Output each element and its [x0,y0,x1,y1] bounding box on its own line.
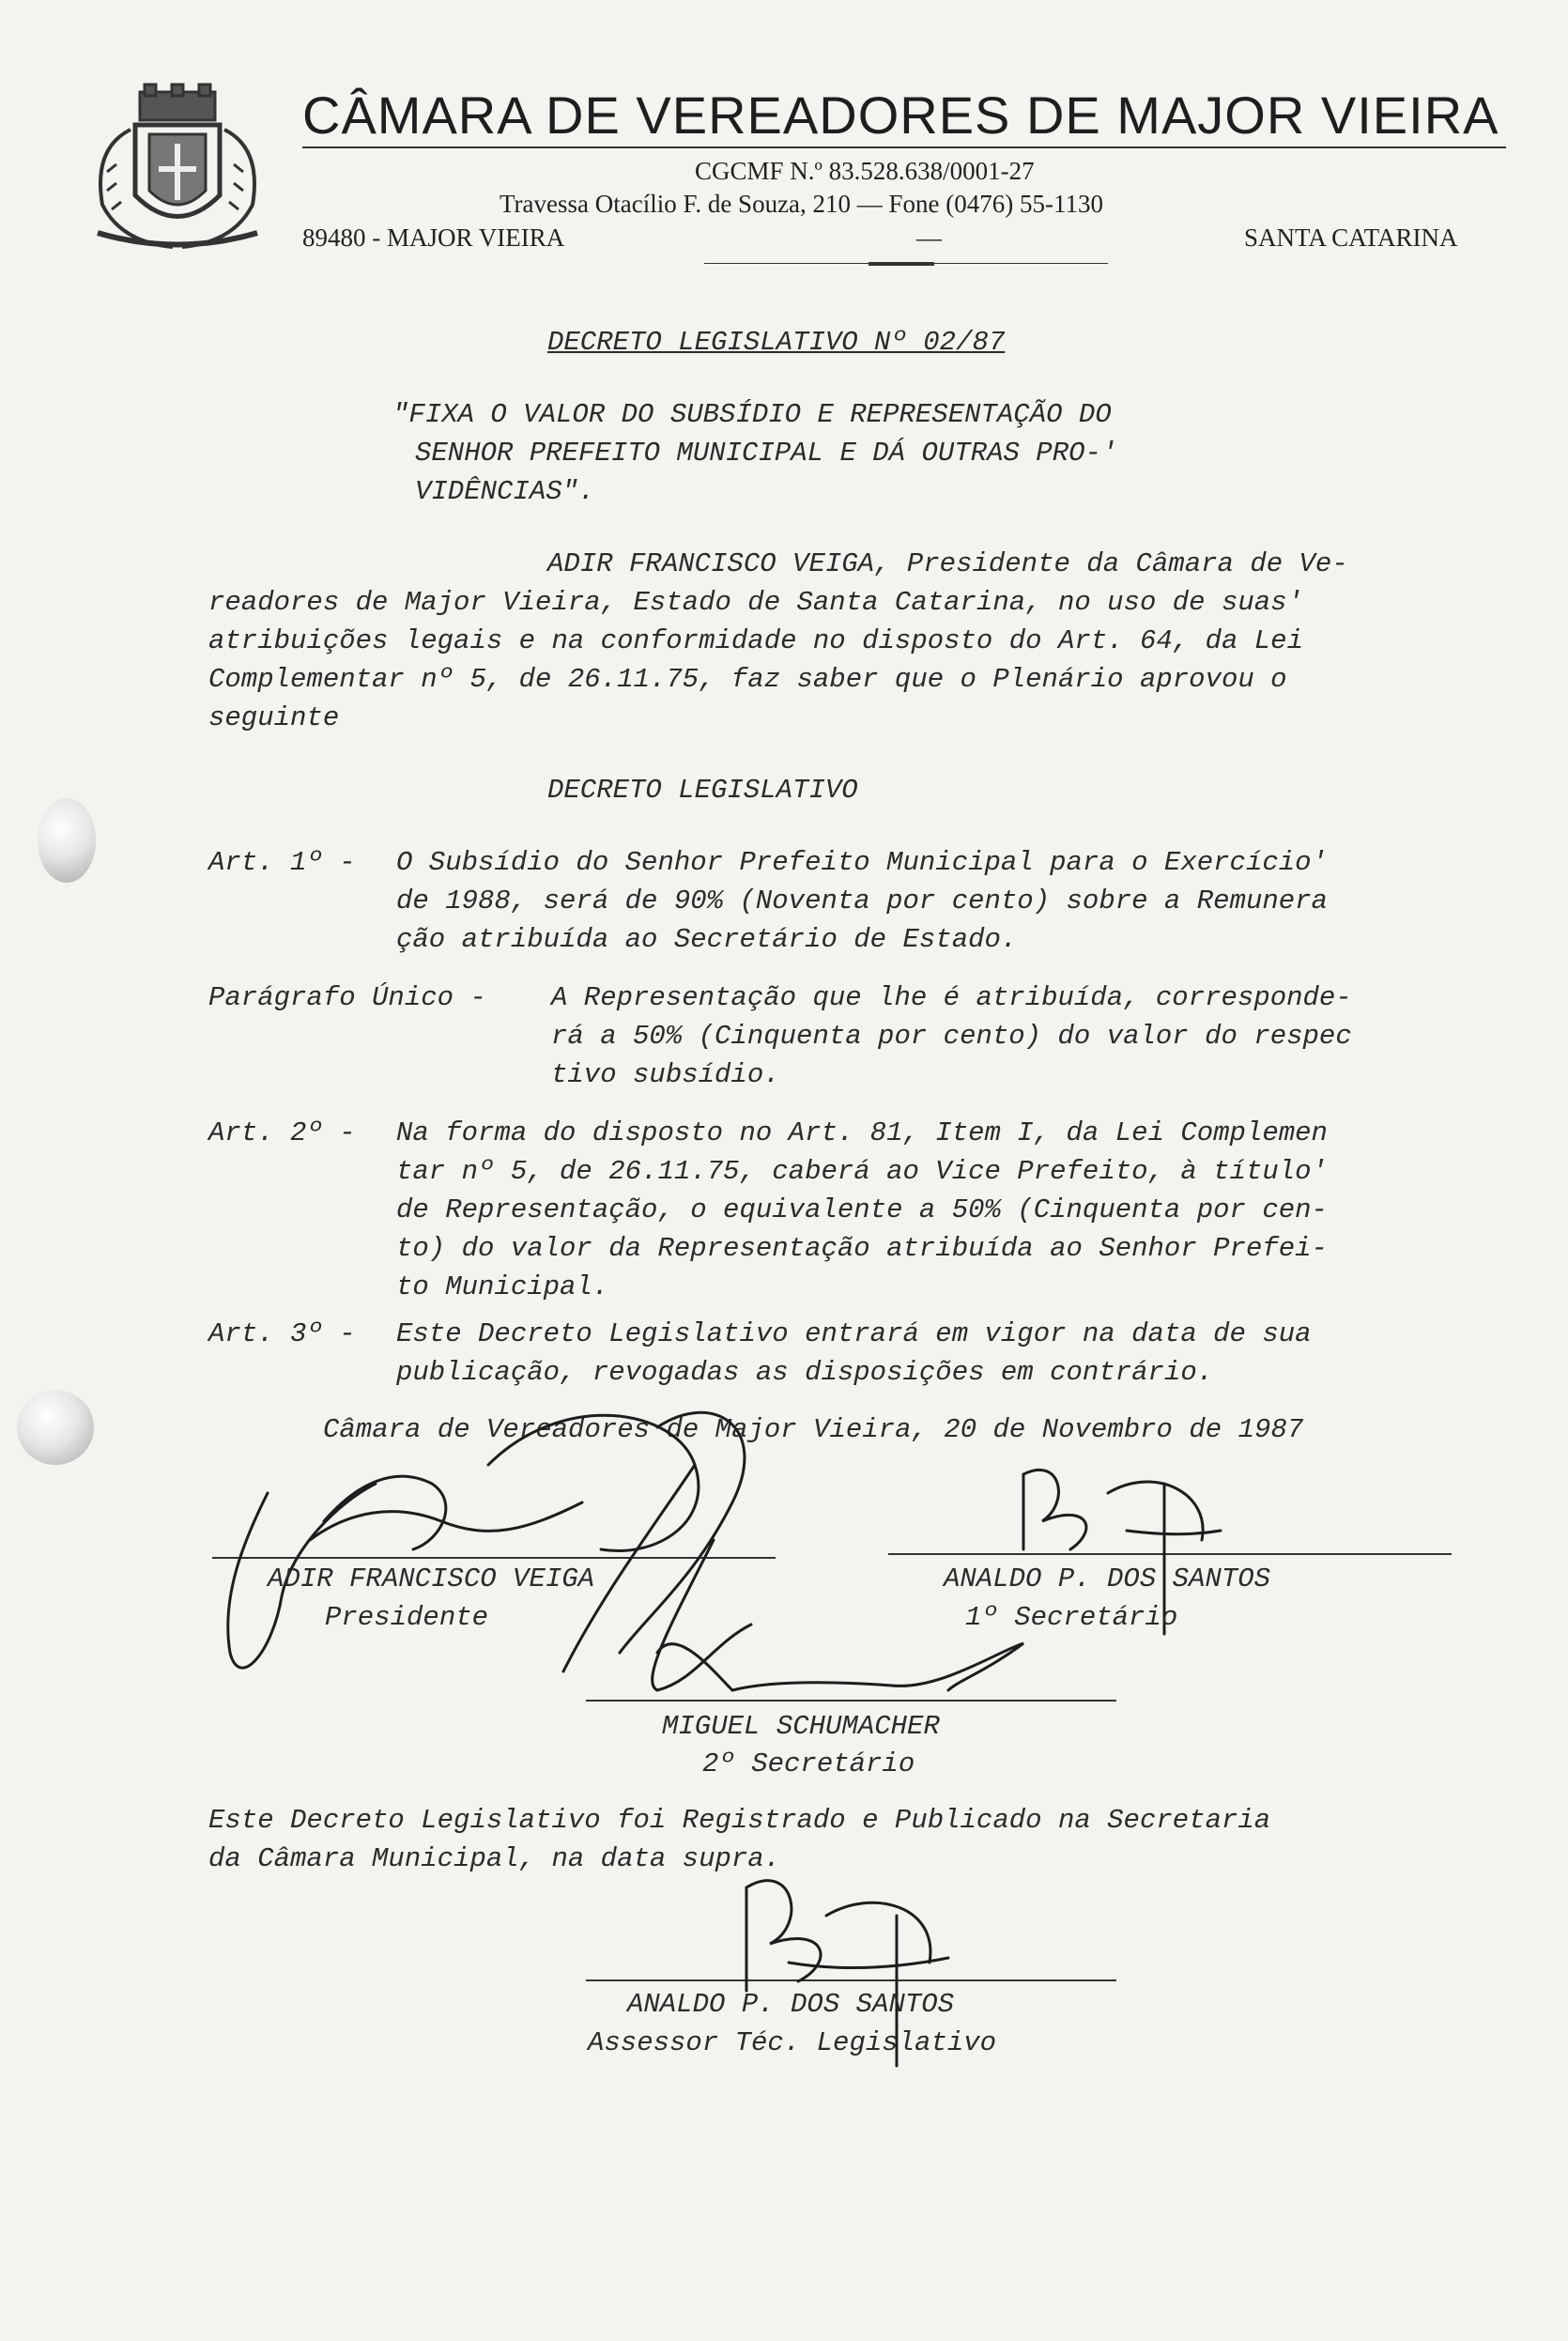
article-2-line: tar nº 5, de 26.11.75, caberá ao Vice Prefeito, à título' [396,1156,1328,1187]
cep-city: 89480 - MAJOR VIEIRA [302,223,565,252]
registration-line-1: Este Decreto Legislativo foi Registrado e Publicado na Secretaria [208,1805,1271,1836]
preamble-line-1: ADIR FRANCISCO VEIGA, Presidente da Câmara de Ve- [547,548,1348,579]
paragraph-line: A Representação que lhe é atribuída, corresponde- [551,982,1352,1013]
assessor-role: Assessor Téc. Legislativo [588,2027,997,2058]
preamble-line-4: Complementar nº 5, de 26.11.75, faz saber que o Plenário aprovou o [208,664,1287,695]
place-date: Câmara de Vereadores de Major Vieira, 20 de Novembro de 1987 [323,1414,1304,1445]
registration-line-2: da Câmara Municipal, na data supra. [208,1843,781,1874]
president-name: ADIR FRANCISCO VEIGA [268,1563,595,1594]
paragraph-line: rá a 50% (Cinquenta por cento) do valor do respec [551,1021,1352,1052]
cgc-number: CGCMF N.º 83.528.638/0001-27 [695,157,1035,185]
article-2-line: to) do valor da Representação atribuída ao Senhor Prefei- [396,1233,1328,1264]
ementa-line-3: VIDÊNCIAS". [415,476,595,507]
address-line: Travessa Otacílio F. de Souza, 210 — Fone (0476) 55-1130 [500,190,1104,218]
first-secretary-role: 1º Secretário [965,1602,1178,1633]
president-role: Presidente [325,1602,489,1633]
preamble-line-2: readores de Major Vieira, Estado de Santa Catarina, no uso de suas' [208,587,1303,618]
ementa-line-1: "FIXA O VALOR DO SUBSÍDIO E REPRESENTAÇÃO DO [392,399,1112,430]
article-1-label: Art. 1º - [208,847,356,878]
second-secretary-name: MIGUEL SCHUMACHER [662,1711,940,1742]
paragraph-line: tivo subsídio. [551,1059,780,1090]
article-1-line: ção atribuída ao Secretário de Estado. [396,924,1018,955]
paragraph-label: Parágrafo Único - [208,982,486,1013]
preamble-line-3: atribuições legais e na conformidade no disposto do Art. 64, da Lei [208,625,1303,656]
institution-name: CÂMARA DE VEREADORES DE MAJOR VIEIRA [302,85,1499,145]
first-secretary-name: ANALDO P. DOS SANTOS [944,1563,1271,1594]
header-dash: — [916,223,942,252]
decree-title: DECRETO LEGISLATIVO Nº 02/87 [547,327,1006,358]
article-3-line: Este Decreto Legislativo entrará em vigor na data de sua [396,1318,1312,1349]
article-2-line: de Representação, o equivalente a 50% (Cinquenta por cen- [396,1194,1328,1225]
second-secretary-role: 2º Secretário [702,1748,915,1779]
article-1-line: O Subsídio do Senhor Prefeito Municipal para o Exercício' [396,847,1328,878]
preamble-line-5: seguinte [208,702,340,733]
article-1-line: de 1988, será de 90% (Noventa por cento) sobre a Remunera [396,886,1328,916]
article-2-label: Art. 2º - [208,1117,356,1148]
state-name: SANTA CATARINA [1244,223,1458,252]
ementa-line-2: SENHOR PREFEITO MUNICIPAL E DÁ OUTRAS PRO-' [415,438,1118,469]
article-3-line: publicação, revogadas as disposições em contrário. [396,1357,1214,1388]
article-2-line: to Municipal. [396,1271,609,1302]
article-2-line: Na forma do disposto no Art. 81, Item I, da Lei Complemen [396,1117,1328,1148]
assessor-name: ANALDO P. DOS SANTOS [627,1989,955,2020]
decree-subtitle: DECRETO LEGISLATIVO [547,775,858,806]
article-3-label: Art. 3º - [208,1318,356,1349]
